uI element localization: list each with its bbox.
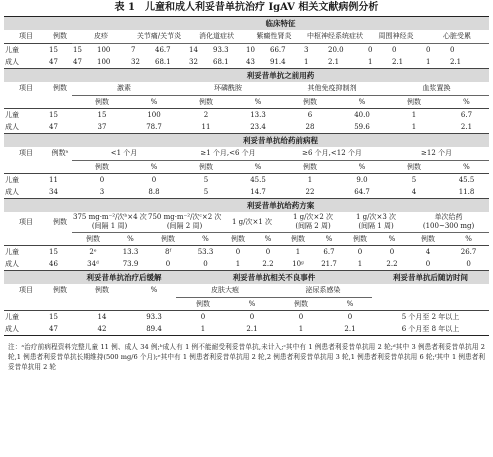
row-label-children: 儿童 (4, 44, 48, 57)
subheader-n: 例数 (161, 234, 175, 243)
cell: 32 (131, 57, 140, 66)
subheader-pct: % (358, 162, 366, 171)
cell: 2ᵉ (72, 246, 114, 259)
col-6-to-12-months: ≥6 个月,<12 个月 (280, 147, 384, 161)
subheader-pct: % (150, 97, 158, 106)
cell: 68.1 (213, 57, 229, 66)
cell: 1 (235, 259, 241, 268)
cell: 0 (230, 311, 274, 324)
cell: 1 (280, 174, 340, 187)
subheader-n: 例数 (231, 234, 245, 243)
cell: 0 (72, 174, 132, 187)
header-project: 项目 (19, 286, 33, 295)
header-cases: 例数 (53, 286, 67, 295)
cell: 2.1 (230, 323, 274, 336)
subheader-n: 例数 (407, 162, 421, 171)
cell: 53.3 (189, 246, 222, 259)
cell: 14.7 (250, 187, 266, 196)
cell: 32 (189, 57, 198, 66)
cell: 2.2 (262, 259, 274, 268)
cell: 0 (274, 311, 328, 324)
col-arthralgia: 关节痛/关节炎 (130, 30, 188, 44)
subheader-n: 例数 (294, 299, 308, 308)
cell: 0 (176, 311, 230, 324)
row-label-adults: 成人 (4, 323, 48, 336)
cell: 1 (411, 122, 417, 131)
cell: 10 (245, 44, 269, 57)
regimen-line1: 单次给药 (434, 213, 463, 221)
row-label-adults: 成人 (5, 122, 19, 131)
prior-medication-title: 利妥昔单抗之前用药 (72, 69, 489, 83)
cell: 15 (72, 44, 96, 57)
cell: 45.5 (444, 174, 489, 187)
regimen-line1: 1 g/次×2 次 (292, 213, 334, 221)
regimen-line2: (间隔 1 周) (358, 222, 394, 230)
cell: 3 (303, 44, 327, 57)
subheader-pct: % (150, 162, 158, 171)
cell: 5 (176, 174, 236, 187)
cell: 5 个月至 2 年以上 (372, 311, 489, 324)
cell: 8.8 (148, 187, 160, 196)
cell: 34 (49, 187, 58, 196)
header-cases: 例数 (53, 84, 67, 93)
col-regimen-single (408, 212, 489, 233)
col-1-to-6-months: ≥1 个月,<6 个月 (176, 147, 280, 161)
prior-medication-table (4, 68, 489, 133)
cell: 0 (344, 246, 376, 259)
outcome-table (4, 270, 489, 336)
subheader-n: 例数 (95, 97, 109, 106)
cell: 46.7 (154, 44, 188, 57)
cell: 100 (132, 109, 176, 122)
cell: 2.1 (392, 57, 404, 66)
col-purpura-nephritis: 紫癜性肾炎 (245, 30, 303, 44)
cell: 100 (96, 44, 130, 57)
cell: 1 (384, 109, 444, 122)
table-title (4, 0, 489, 16)
cell: 34ᵈ (87, 259, 99, 268)
subheader-pct: % (202, 234, 209, 243)
table-caption: 儿童和成人利妥昔单抗治疗 IgAV 相关文献病例分析 (145, 2, 379, 13)
subheader-n: 例数 (199, 97, 213, 106)
col-cardiac: 心脏受累 (425, 30, 489, 44)
cell: 4 (408, 246, 448, 259)
subheader-n: 例数 (421, 234, 435, 243)
cell: 0 (376, 246, 408, 259)
cell: 6.7 (314, 246, 344, 259)
cell: 15 (72, 109, 132, 122)
col-regimen-375 (72, 212, 147, 233)
dosing-regimen-table (4, 198, 489, 270)
subheader-pct: % (388, 234, 396, 243)
row-label-children: 儿童 (4, 246, 48, 259)
cell: 0 (165, 259, 171, 268)
row-label-children: 儿童 (4, 311, 48, 324)
cell: 22 (305, 187, 315, 196)
remission-title: 利妥昔单抗治疗后缓解 (72, 271, 176, 285)
dosing-regimen-title: 利妥昔单抗给药方案 (72, 199, 489, 213)
cell: 2.1 (460, 122, 473, 131)
cell: 47 (49, 57, 58, 66)
subheader-n: 例数 (95, 286, 109, 295)
cell: 1 (357, 259, 363, 268)
follow-up-title: 利妥昔单抗后随访时间 (372, 271, 489, 285)
regimen-line2: (间隔 2 周) (295, 222, 331, 230)
clinical-features-table (4, 16, 489, 68)
cell: 0 (449, 44, 489, 57)
col-steroids: 激素 (72, 82, 176, 96)
col-gi-symptoms: 消化道症状 (188, 30, 245, 44)
cell: 5 (203, 187, 209, 196)
cell: 59.6 (354, 122, 370, 131)
cell: 1 (426, 57, 431, 66)
col-other-immunosuppressants: 其他免疫抑制剂 (280, 82, 384, 96)
cell: 13.3 (114, 246, 147, 259)
cell: 1 (282, 246, 314, 259)
cell: 14 (188, 44, 212, 57)
cell: 47 (48, 323, 72, 336)
cell: 11.8 (458, 187, 475, 196)
subheader-pct: % (463, 162, 470, 171)
subheader-n: 例数 (407, 97, 421, 106)
col-skin-bullae: 皮肤大疱 (176, 284, 274, 298)
subheader-pct: % (465, 234, 472, 243)
cell: 1 (304, 57, 309, 66)
col-plasma-exchange: 血浆置换 (384, 82, 489, 96)
cell: 0 (367, 44, 391, 57)
header-project: 项目 (19, 217, 33, 226)
cell: 0 (222, 246, 254, 259)
cell: 0 (132, 174, 176, 187)
cell: 6.7 (444, 109, 489, 122)
cell: 93.3 (212, 44, 245, 57)
disease-duration-title: 利妥昔单抗给药前病程 (72, 134, 489, 148)
cell: 45.5 (236, 174, 280, 187)
cell: 3 (99, 187, 105, 196)
cell: 11 (201, 122, 211, 131)
cell: 0 (466, 259, 471, 268)
clinical-features-title: 临床特征 (72, 17, 489, 31)
cell: 9.0 (340, 174, 384, 187)
cell: 23.4 (250, 122, 266, 131)
cell: 5 (384, 174, 444, 187)
cell: 2.1 (328, 57, 340, 66)
cell: 91.4 (270, 57, 286, 66)
cell: 93.3 (132, 311, 176, 324)
subheader-pct: % (254, 97, 262, 106)
cell: 68.1 (155, 57, 171, 66)
cell: 1 (368, 57, 373, 66)
row-label-children: 儿童 (4, 109, 48, 122)
cell: 46 (49, 259, 58, 268)
header-project: 项目 (19, 32, 33, 40)
cell: 13.3 (236, 109, 280, 122)
cell: 73.9 (122, 259, 139, 268)
header-project: 项目 (19, 84, 33, 93)
subheader-n: 例数 (95, 162, 109, 171)
cell: 40.0 (340, 109, 384, 122)
subheader-pct: % (150, 286, 158, 295)
table-label: 表 1 (114, 2, 135, 13)
subheader-n: 例数 (86, 234, 100, 243)
cell: 21.7 (321, 259, 337, 268)
col-regimen-750 (147, 212, 222, 233)
cell: 8ᶠ (147, 246, 189, 259)
subheader-pct: % (254, 162, 262, 171)
cell: 0 (391, 44, 425, 57)
subheader-pct: % (264, 234, 272, 243)
cell: 1 (274, 323, 328, 336)
cell: 0 (328, 311, 372, 324)
cell: 0 (203, 259, 208, 268)
col-cyclophosphamide: 环磷酰胺 (176, 82, 280, 96)
cell: 0 (425, 44, 449, 57)
cell: 28 (305, 122, 315, 131)
regimen-line1: 375 mg·m⁻²/次ᵇ×4 次 (73, 213, 147, 221)
cell: 64.7 (354, 187, 370, 196)
cell: 47 (49, 122, 58, 131)
cell: 14 (72, 311, 132, 324)
cell: 0 (254, 246, 282, 259)
cell: 15 (48, 246, 72, 259)
disease-duration-table (4, 133, 489, 198)
header-project: 项目 (19, 149, 33, 158)
cell: 11 (48, 174, 72, 187)
cell: 2.1 (450, 57, 462, 66)
header-cases-a: 例数ᵃ (51, 149, 69, 158)
col-over-12-months: ≥12 个月 (384, 147, 489, 161)
subheader-pct: % (358, 97, 366, 106)
subheader-pct: % (463, 97, 470, 106)
cell: 4 (411, 187, 417, 196)
cell: 47 (73, 57, 82, 66)
col-regimen-1g-x1 (222, 212, 282, 233)
regimen-line1: 1 g/次×3 次 (355, 213, 397, 221)
cell: 6 (280, 109, 340, 122)
cell: 43 (246, 57, 255, 66)
subheader-n: 例数 (196, 299, 210, 308)
subheader-pct: % (127, 234, 134, 243)
col-regimen-1g-x3 (344, 212, 408, 233)
regimen-line2: (间隔 2 周) (166, 222, 203, 230)
row-label-adults: 成人 (5, 259, 19, 268)
col-regimen-1g-x2 (282, 212, 344, 233)
cell: 0 (425, 259, 431, 268)
col-under-1-month: <1 个月 (72, 147, 176, 161)
cell: 10ᵍ (292, 259, 304, 268)
subheader-pct: % (248, 299, 256, 308)
table-footnote: 注：ᵃ治疗前病程资料完整儿童 11 例、成人 34 例;ᵇ成人有 1 例不能耐受利妥昔单抗,未计入;ᶜ其中有 1 例患者利妥昔单抗用 2 轮;ᵈ其中 3 例患者利妥昔单抗用 2 轮,1 例患者利妥昔单抗长期维持(500 mg/6 个月);ᵉ其中有 1 例患者利妥昔单抗用 2 轮,2 例患者利妥昔单抗用 3 轮,1 例患者利妥昔单抗用 6 轮;ᶠ其中 1 例患者利妥昔单抗用 2 轮 (8, 343, 485, 371)
header-cases: 例数 (53, 217, 67, 226)
subheader-pct: % (346, 299, 354, 308)
cell: 15 (48, 311, 72, 324)
cell: 7 (130, 44, 154, 57)
cell: 2.1 (328, 323, 372, 336)
cell: 89.4 (132, 323, 176, 336)
subheader-n: 例数 (199, 162, 213, 171)
document-page (4, 0, 489, 457)
cell: 2 (176, 109, 236, 122)
subheader-n: 例数 (303, 97, 317, 106)
adverse-events-title: 利妥昔单抗相关不良事件 (176, 271, 372, 285)
cell: 26.7 (448, 246, 489, 259)
cell: 15 (48, 44, 72, 57)
regimen-line1: 750 mg·m⁻²/次ᶜ×2 次 (148, 213, 222, 221)
cell: 1 (176, 323, 230, 336)
subheader-n: 例数 (353, 234, 367, 243)
col-rash: 皮疹 (72, 30, 130, 44)
regimen-line2: (间隔 1 周) (91, 222, 128, 230)
cell: 78.7 (146, 122, 162, 131)
regimen-line1: 1 g/次×1 次 (231, 217, 273, 226)
subheader-n: 例数 (291, 234, 305, 243)
cell: 6 个月至 8 年以上 (372, 323, 489, 336)
subheader-n: 例数 (303, 162, 317, 171)
cell: 100 (97, 57, 111, 66)
cell: 42 (72, 323, 132, 336)
row-label-children: 儿童 (4, 174, 48, 187)
cell: 66.7 (269, 44, 303, 57)
row-label-adults: 成人 (5, 187, 19, 196)
header-cases: 例数 (53, 32, 67, 40)
col-urinary-infection: 泌尿系感染 (274, 284, 372, 298)
col-peripheral-neuritis: 周围神经炎 (367, 30, 425, 44)
cell: 2.2 (386, 259, 398, 268)
regimen-line2: (100~300 mg) (422, 222, 475, 230)
row-label-adults: 成人 (5, 57, 19, 66)
cell: 20.0 (327, 44, 367, 57)
cell: 15 (48, 109, 72, 122)
subheader-pct: % (325, 234, 333, 243)
cell: 37 (97, 122, 107, 131)
col-cns-symptoms: 中枢神经系统症状 (303, 30, 367, 44)
